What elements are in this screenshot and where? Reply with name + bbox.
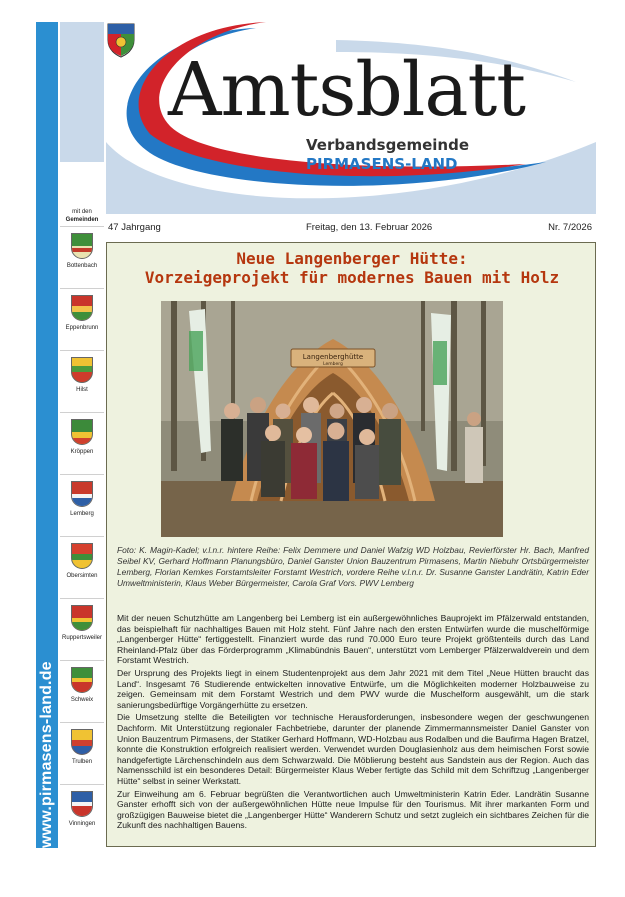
municipality-kroeppen — [60, 412, 104, 474]
sidebar-top-panel — [60, 22, 104, 162]
masthead-title: Amtsblatt — [168, 47, 525, 133]
photo-caption: Foto: K. Magin-Kadel; v.l.n.r. hintere Reihe: Felix Demmere und Daniel Wafzig WD Holzbau, Revierförster Hr. Bach, Manfred Seibel KV, Gerhard Hoffmann Planungsbüro, Daniel Ganster Union Bauzentrum Pirmasens, Martin Niebuhr Ortsbürgermeister Lemberg, Florian Kemkes Forstamtsleiter Forstamt Westrich, vordere Reihe v.l.n.r. Dr. Susanne Ganster Landrätin, Katrin Eder Umweltministerin, Klaus Weber Bürgermeister, Carola Graf Vors. PWV Lemberg — [117, 545, 589, 588]
municipality-name: Trulben — [71, 759, 93, 765]
municipality-ruppertsweiler — [60, 598, 104, 660]
article-paragraph: Zur Einweihung am 6. Februar begrüßten die Verantwortlichen auch Umweltministerin Katrin Eder. Landrätin Susanne Ganster erhofft sich von der außergewöhnlichen Hütte neue Impulse für den Tourismus. Mit ihrer markanten Form und großzügigen Bauweise bietet die „Langenberger Hütte“ Wanderern Schutz und setzt zugleich ein sichtbares Zeichen für die Zukunft des nachhaltigen Bauens. — [117, 788, 589, 831]
municipality-name: Bottenbach — [66, 263, 98, 269]
hut-sign-text: Langenberghütte — [302, 353, 364, 361]
ruppertsweiler-crest-icon — [71, 605, 93, 631]
article-paragraph: Mit der neuen Schutzhütte am Langenberg bei Lemberg ist ein außergewöhnliches Bauprojekt im Pfälzerwald entstanden, das beispielhaft für nachhaltiges Bauen mit Holz steht. Fünf Jahre nach den ersten Entwürfen wurde die muschelförmige „Langenberger Hütte“ fertiggestellt. Finanziert wurde das rund 70.000 Euro teure Projekt größtenteils durch das Land Rheinland-Pfalz über das Förderprogramm „Klimabündnis Bauen“, unterstützt vom Lemberger Pfälzerwaldverein und dem Forstamt Westrich. — [117, 613, 589, 666]
municipality-lemberg — [60, 474, 104, 536]
issue-info-bar — [106, 222, 596, 236]
masthead — [106, 22, 596, 214]
municipality-schweix — [60, 660, 104, 722]
municipality-bottenbach — [60, 226, 104, 288]
article-body — [117, 613, 589, 833]
headline-line2: Vorzeigeprojekt für modernes Bauen mit Holz — [144, 268, 560, 287]
hut-photo-illustration — [161, 301, 503, 537]
trulben-crest-icon — [71, 729, 93, 755]
municipality-trulben — [60, 722, 104, 784]
eppenbrunn-crest-icon — [71, 295, 93, 321]
masthead-subtitle-line1: Verbandsgemeinde — [306, 136, 470, 154]
municipality-obersimten — [60, 536, 104, 598]
issue-date: Freitag, den 13. Februar 2026 — [306, 222, 433, 233]
municipality-column — [60, 22, 104, 848]
kroeppen-crest-icon — [71, 419, 93, 445]
article-headline — [107, 249, 597, 287]
municipality-name: Schweix — [70, 697, 94, 703]
intro-line1: mit den — [72, 209, 92, 215]
schweix-crest-icon — [71, 667, 93, 693]
municipality-vinningen — [60, 784, 104, 846]
issue-volume: 47 Jahrgang — [108, 222, 161, 233]
article-photo — [161, 301, 503, 537]
article-paragraph: Die Umsetzung stellte die Beteiligten vor technische Herausforderungen, insbesondere wegen der geschwungenen Dachform. Mit Unterstützung regionaler Fachbetriebe, darunter der planende Zimmermannsmeister Daniel Ganster von Union Bauzentrum Pirmasens, der Statiker Gerhard Hoffmann, WD-Holzbau aus Rodalben und die Baufirma Hagen Bratzel, konnte die Konstruktion erfolgreich realisiert werden. Verwendet wurden Douglasienholz aus dem heimischen Forst sowie handgefertigte Lärchenschindeln aus dem Schwarzwald. Die Möblierung besteht aus Sandstein aus der Region. Auch das Namensschild ist ein besonderes Detail: Bürgermeister Klaus Weber fertigte das Schild mit dem Schriftzug „Langenberger Hütte“ selbst in seiner Werkstatt. — [117, 712, 589, 786]
masthead-subtitle-line2: PIRMASENS-LAND — [306, 155, 458, 173]
municipality-name: Ruppertsweiler — [61, 635, 103, 641]
municipality-name: Kröppen — [70, 449, 94, 455]
municipality-name: Vinningen — [68, 821, 96, 827]
intro-line2: Gemeinden — [65, 217, 99, 223]
headline-line1: Neue Langenberger Hütte: — [236, 249, 468, 268]
obersimten-crest-icon — [71, 543, 93, 569]
verbandsgemeinde-shield-icon — [106, 22, 136, 58]
hilst-crest-icon — [71, 357, 93, 383]
article-paragraph: Der Ursprung des Projekts liegt in einem Studentenprojekt aus dem Jahr 2021 mit dem Titel „Neue Hütten braucht das Land“. Insgesamt 76 Studierende entwickelten innovative Entwürfe, um die Möglichkeiten moderner Holzbauweise zu zeigen. Gemeinsam mit dem Forstamt Westrich und dem PWV wurde die Muschelform ausgewählt, um die stark sanierungsbedürftige Vorgängerhütte zu ersetzen. — [117, 667, 589, 710]
vinningen-crest-icon — [71, 791, 93, 817]
issue-number: Nr. 7/2026 — [548, 222, 592, 233]
lemberg-crest-icon — [71, 481, 93, 507]
municipality-hilst — [60, 350, 104, 412]
lead-article — [106, 242, 596, 847]
municipality-name: Hilst — [76, 387, 88, 393]
bottenbach-crest-icon — [71, 233, 93, 259]
municipality-name: Eppenbrunn — [65, 325, 99, 331]
municipality-name: Obersimten — [66, 573, 98, 579]
municipality-intro — [60, 208, 104, 224]
hut-sign-subtext: Lemberg — [323, 362, 343, 367]
municipality-name: Lemberg — [70, 511, 94, 517]
website-url-text[interactable]: www.pirmasens-land.de — [38, 661, 55, 848]
municipality-eppenbrunn — [60, 288, 104, 350]
